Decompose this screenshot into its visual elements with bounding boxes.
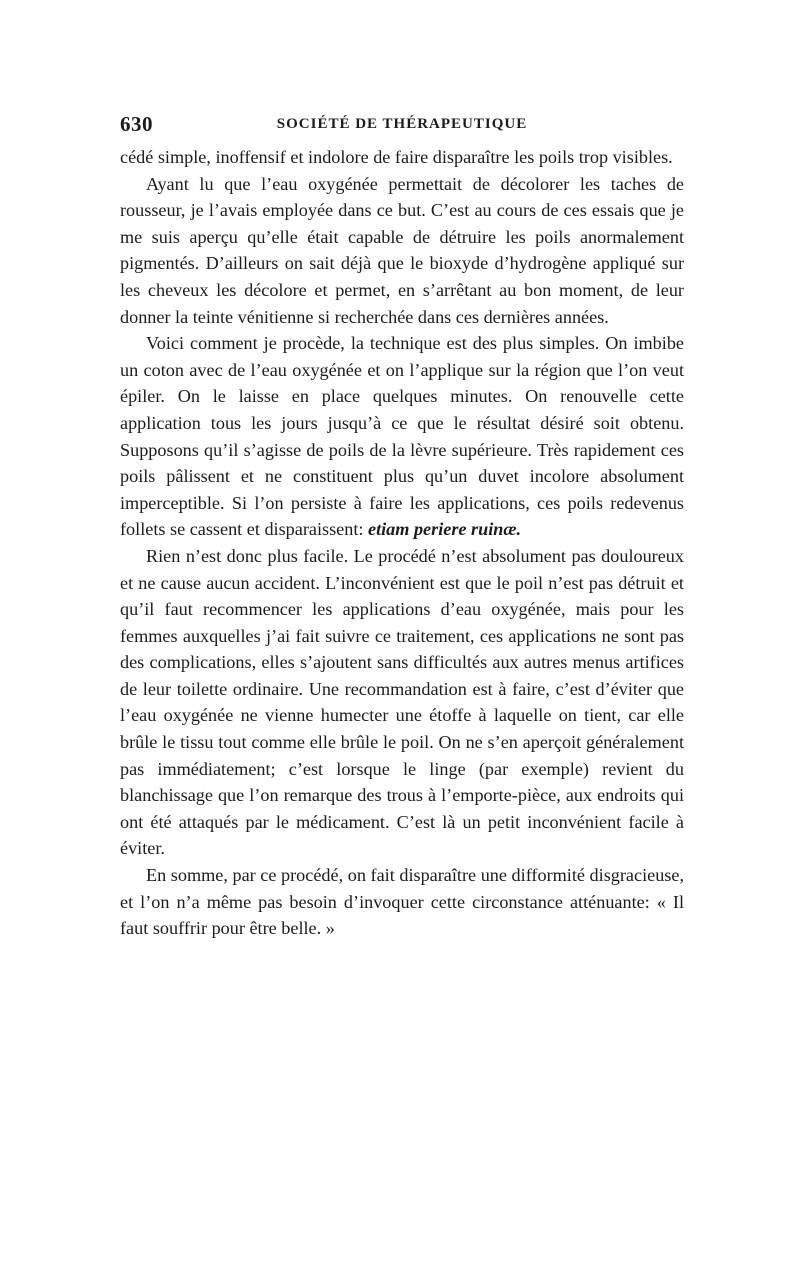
running-title: SOCIÉTÉ DE THÉRAPEUTIQUE <box>276 116 528 132</box>
paragraph: Rien n’est donc plus facile. Le procédé n’est absolument pas douloureux et ne cause aucun accident. L’inconvénient est que le poil n’est pas détruit et qu’il faut recommencer les applications d’eau oxygénée, mais pour les femmes auxquelles j’ai fait suivre ce traitement, ces applications ne sont pas des complications, elles s’ajoutent sans difficultés aux autres menus artifices de leur toilette ordinaire. Une recommandation est à faire, c’est d’éviter que l’eau oxygénée ne vienne humecter une étoffe à laquelle on tient, car elle brûle le tissu tout comme elle brûle le poil. On ne s’en aperçoit généralement pas immédiatement; c’est lorsque le linge (par exemple) revient du blanchissage que l’on remarque des trous à l’emporte-pièce, aux endroits qui ont été attaqués par le médicament. C’est là un petit inconvénient facile à éviter. <box>120 545 684 859</box>
paragraph-text: Voici comment je procède, la technique est des plus simples. On imbibe un coton avec de l’eau oxygénée et on l’applique sur la région que l’on veut épiler. On le laisse en place quelques minutes. On renouvelle cette application tous les jours jusqu’à ce que le résultat désiré soit obtenu. Supposons qu’il s’agisse de poils de la lèvre supérieure. Très rapidement ces poils pâlissent et ne constituent plus qu’un duvet incolore absolument imperceptible. Si l’on persiste à faire les applications, ces poils redevenus follets se cassent et disparaissent: <box>120 333 684 540</box>
paragraph-continued: cédé simple, inoffensif et indolore de faire disparaître les poils trop visibles. <box>120 147 673 167</box>
paragraph: En somme, par ce procédé, on fait disparaître une difformité disgracieuse, et l’on n’a même pas besoin d’invoquer cette circonstance atténuante: « Il faut souffrir pour être belle. » <box>120 865 684 939</box>
paragraph <box>120 330 684 543</box>
book-page <box>120 112 684 942</box>
page-number: 630 <box>120 112 153 136</box>
latin-quotation: etiam periere ruinæ. <box>368 519 522 540</box>
body-text <box>120 144 684 942</box>
paragraph: Ayant lu que l’eau oxygénée permettait de décolorer les taches de rousseur, je l’avais employée dans ce but. C’est au cours de ces essais que je me suis aperçu qu’elle était capable de détruire les poils anormalement pigmentés. D’ailleurs on sait déjà que le bioxyde d’hydrogène appliqué sur les cheveux les décolore et permet, en s’arrêtant au bon moment, de leur donner la teinte vénitienne si recherchée dans ces dernières années. <box>120 173 684 327</box>
page-header <box>120 112 684 142</box>
